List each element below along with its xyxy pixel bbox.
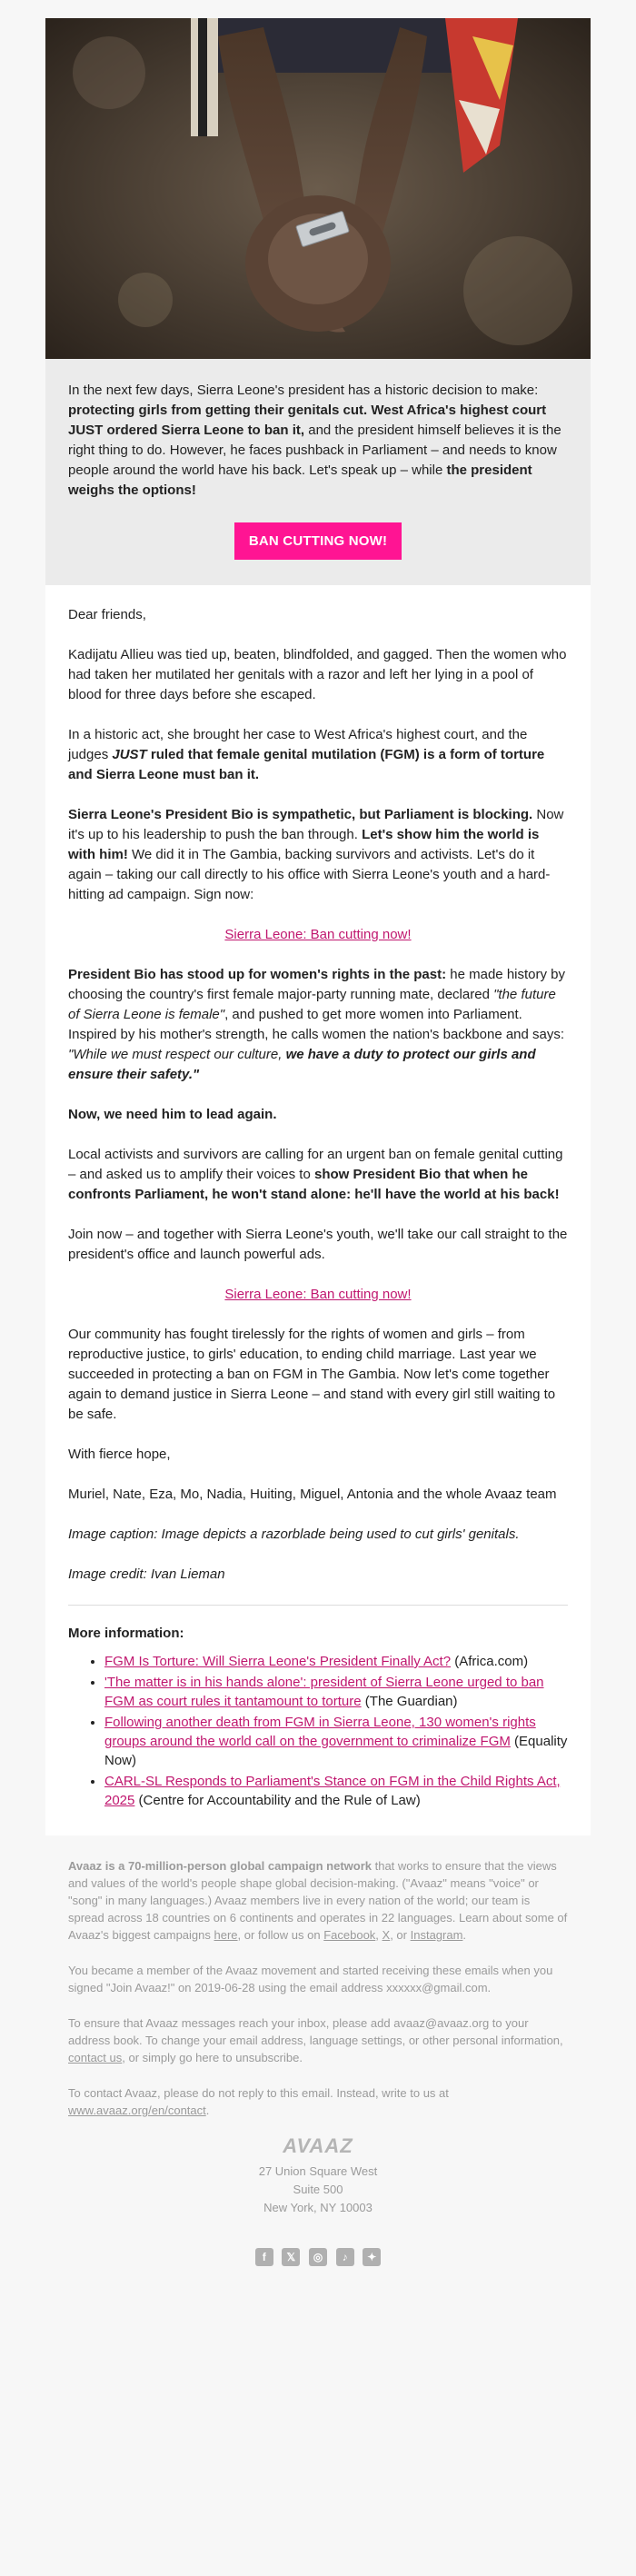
image-credit bbox=[68, 1565, 568, 1585]
footer-membership: You became a member of the Avaaz movement and started receiving these emails when you signed "Join Avaaz!" on 2019-06-28 using the email address xxxxxx@gmail.com. bbox=[68, 1964, 553, 1994]
more-info-list bbox=[68, 1652, 568, 1810]
text: Now it's up to his leadership to push the ban through. bbox=[68, 807, 564, 842]
intro-text: and the president himself believes it is the right thing to do. However, he faces pushback in Parliament – and needs to know people around the world have his back. Let's speak up – while bbox=[68, 423, 561, 478]
contact-page-link[interactable]: www.avaaz.org/en/contact bbox=[68, 2104, 206, 2117]
instagram-link[interactable]: Instagram bbox=[410, 1928, 463, 1942]
logo-wrapper bbox=[68, 2134, 568, 2157]
paragraph-womens-rights bbox=[68, 965, 568, 1085]
address-line: 27 Union Square West bbox=[258, 2164, 378, 2178]
text: he made history by choosing the country's first female major-party running mate, declared bbox=[68, 967, 566, 1002]
intro-bold-text: the president weighs the options! bbox=[68, 462, 532, 498]
bold-text: ruled that female genital mutilation (FGM) is a form of torture and Sierra Leone must ban it. bbox=[68, 747, 545, 782]
text: , or bbox=[390, 1928, 411, 1942]
ban-cutting-now-button[interactable]: BAN CUTTING NOW! bbox=[234, 522, 402, 560]
instagram-icon[interactable]: ◎ bbox=[309, 2248, 327, 2266]
intro-text: In the next few days, Sierra Leone's president has a historic decision to make: bbox=[68, 383, 539, 398]
hero-image bbox=[45, 18, 591, 359]
petition-link-wrapper bbox=[68, 925, 568, 945]
caption-text: Image caption: Image depicts a razorblade being used to cut girls' genitals. bbox=[68, 1527, 520, 1542]
facebook-link[interactable]: Facebook bbox=[323, 1928, 376, 1942]
more-info-link[interactable]: FGM Is Torture: Will Sierra Leone's President Finally Act? bbox=[104, 1654, 452, 1669]
hands-holding-razorblade-image bbox=[45, 18, 591, 359]
more-info-link[interactable]: Following another death from FGM in Sierra Leone, 130 women's rights groups around the world call on the government to criminalize FGM bbox=[104, 1715, 536, 1749]
paragraph-community: Our community has fought tirelessly for the rights of women and girls – from reproductive justice, to girls' education, to ending child marriage. Last year we succeeded in protecting a ban on FGM in The Gambia. Now let's come together again to demand justice in Sierra Leone – and stand with every girl still waiting to be safe. bbox=[68, 1327, 556, 1422]
text: , and pushed to get more women into Parliament. Inspired by his mother's strength, he calls women the nation's backbone and says: bbox=[68, 1007, 565, 1042]
facebook-icon[interactable]: f bbox=[255, 2248, 273, 2266]
more-info-item bbox=[104, 1772, 568, 1810]
tiktok-icon[interactable]: ♪ bbox=[336, 2248, 354, 2266]
footer bbox=[45, 1835, 591, 2284]
mailing-address bbox=[68, 2163, 568, 2217]
divider bbox=[68, 1605, 568, 1606]
x-icon[interactable]: 𝕏 bbox=[282, 2248, 300, 2266]
bold-text: Now, we need him to lead again. bbox=[68, 1107, 277, 1122]
contact-us-link[interactable]: contact us bbox=[68, 2051, 123, 2064]
email-container bbox=[45, 18, 591, 2284]
footer-inbox bbox=[68, 2014, 568, 2066]
more-info-link[interactable]: CARL-SL Responds to Parliament's Stance on FGM in the Child Rights Act, 2025 bbox=[104, 1774, 561, 1808]
cta-wrapper bbox=[68, 519, 568, 563]
credit-text: Image credit: Ivan Lieman bbox=[68, 1566, 225, 1582]
more-info-heading: More information: bbox=[68, 1626, 184, 1641]
source-label: (Equality Now) bbox=[104, 1734, 568, 1768]
footer-about bbox=[68, 1857, 568, 1944]
text: , bbox=[375, 1928, 383, 1942]
emphasis-text: JUST bbox=[112, 747, 147, 762]
intro-section bbox=[45, 359, 591, 585]
address-line: New York, NY 10003 bbox=[263, 2201, 373, 2214]
quote-text: "the future of Sierra Leone is female" bbox=[68, 987, 556, 1022]
signoff: With fierce hope, bbox=[68, 1447, 171, 1462]
bold-text: show President Bio that when he confronts Parliament, he won't stand alone: he'll have the world at his back! bbox=[68, 1167, 560, 1202]
text: , or follow us on bbox=[237, 1928, 324, 1942]
petition-link-2[interactable]: Sierra Leone: Ban cutting now! bbox=[224, 1287, 412, 1302]
social-icons bbox=[68, 2248, 568, 2266]
paragraph-story: Kadijatu Allieu was tied up, beaten, blindfolded, and gagged. Then the women who had taken her mutilated her genitals with a razor and left her lying in a pool of blood for three days before she escaped. bbox=[68, 647, 567, 702]
paragraph-court bbox=[68, 725, 568, 785]
more-info-item bbox=[104, 1713, 568, 1770]
x-link[interactable]: X bbox=[382, 1928, 391, 1942]
greeting: Dear friends, bbox=[68, 607, 146, 622]
team-signature: Muriel, Nate, Eza, Mo, Nadia, Huiting, Miguel, Antonia and the whole Avaaz team bbox=[68, 1487, 557, 1502]
paragraph-activists bbox=[68, 1145, 568, 1205]
bold-quote-text: we have a duty to protect our girls and ensure their safety." bbox=[68, 1047, 536, 1082]
more-info-item bbox=[104, 1673, 568, 1711]
address-line: Suite 500 bbox=[293, 2183, 343, 2196]
text: . bbox=[205, 2104, 210, 2117]
more-info-item bbox=[104, 1652, 568, 1671]
bluesky-icon[interactable]: ✦ bbox=[363, 2248, 381, 2266]
paragraph-lead-again bbox=[68, 1105, 568, 1125]
quote-text: "While we must respect our culture, bbox=[68, 1047, 286, 1062]
avaaz-logo: AVAAZ bbox=[283, 2134, 353, 2157]
campaigns-here-link[interactable]: here bbox=[214, 1928, 238, 1942]
text: that works to ensure that the views and values of the world's people shape global decision-making. ("Avaaz" means "voice" or "song" in many languages.) Avaaz members live in every nation of the world; our team is spread across 18 countries on 6 continents and operates in 22 languages. Learn about some of Avaaz's biggest campaigns bbox=[68, 1859, 568, 1942]
paragraph-join: Join now – and together with Sierra Leone's youth, we'll take our call straight to the president's office and launch powerful ads. bbox=[68, 1227, 568, 1262]
footer-contact bbox=[68, 2084, 568, 2119]
bold-text: President Bio has stood up for women's rights in the past: bbox=[68, 967, 447, 982]
source-label: (Africa.com) bbox=[451, 1654, 529, 1669]
petition-link-wrapper bbox=[68, 1285, 568, 1305]
intro-paragraph bbox=[68, 381, 568, 501]
text: In a historic act, she brought her case to West Africa's highest court, and the judges bbox=[68, 727, 528, 762]
text: . bbox=[462, 1928, 467, 1942]
text: To ensure that Avaaz messages reach your inbox, please add avaaz@avaaz.org to your address book. To change your email address, language settings, or other personal information, bbox=[68, 2016, 563, 2047]
text: To contact Avaaz, please do not reply to this email. Instead, write to us at bbox=[68, 2086, 449, 2100]
bold-text: Avaaz is a 70-million-person global campaign network bbox=[68, 1859, 372, 1873]
source-label: (The Guardian) bbox=[361, 1694, 458, 1709]
bold-text: Let's show him the world is with him! bbox=[68, 827, 540, 862]
text: Local activists and survivors are calling for an urgent ban on female genital cutting – and asked us to amplify their voices to bbox=[68, 1147, 563, 1182]
text: We did it in The Gambia, backing survivors and activists. Let's do it again – taking our call directly to his office with Sierra Leone's youth and a hard-hitting ad campaign. Sign now: bbox=[68, 847, 551, 902]
text: , or simply go here to unsubscribe. bbox=[122, 2051, 303, 2064]
petition-link-1[interactable]: Sierra Leone: Ban cutting now! bbox=[224, 927, 412, 942]
image-caption bbox=[68, 1525, 568, 1545]
paragraph-president bbox=[68, 805, 568, 905]
source-label: (Centre for Accountability and the Rule of Law) bbox=[134, 1793, 421, 1808]
intro-bold-text: protecting girls from getting their genitals cut. West Africa's highest court JUST ordered Sierra Leone to ban it, bbox=[68, 403, 547, 438]
letter-body bbox=[45, 585, 591, 1835]
bold-text: Sierra Leone's President Bio is sympathetic, but Parliament is blocking. bbox=[68, 807, 533, 822]
more-info-link[interactable]: 'The matter is in his hands alone': president of Sierra Leone urged to ban FGM as court rules it tantamount to torture bbox=[104, 1675, 544, 1709]
